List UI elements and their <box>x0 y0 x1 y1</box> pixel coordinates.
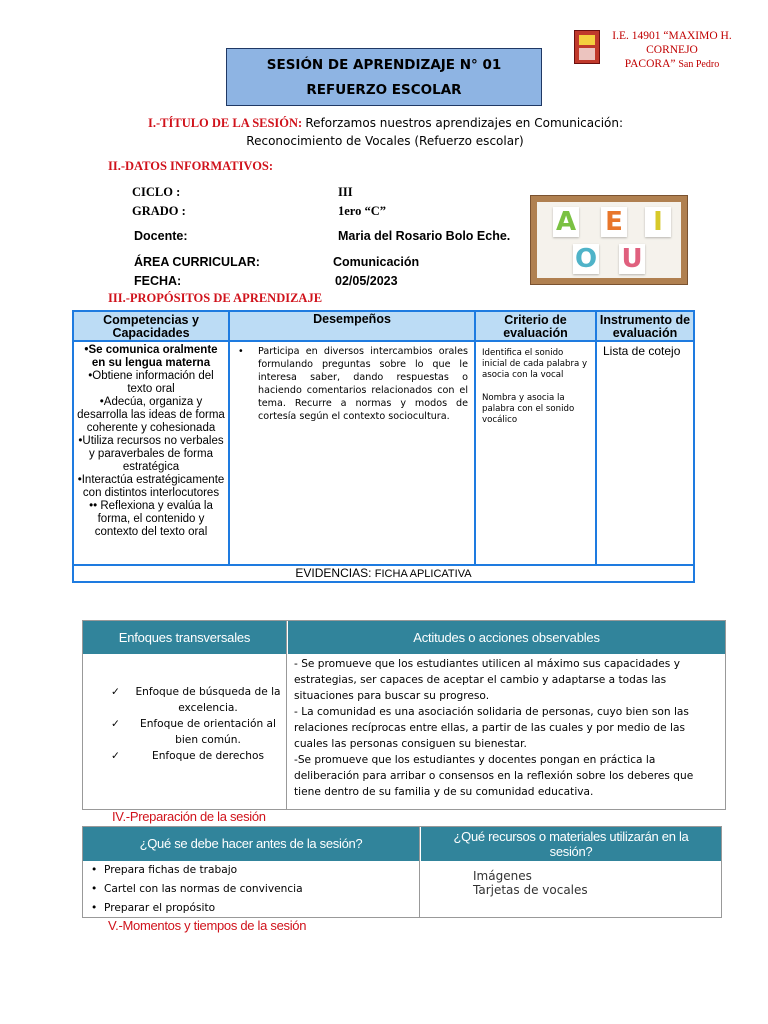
criterio-1: Identifica el sonido inicial de cada palabra y asocia con la vocal <box>482 348 588 380</box>
antes-text: Prepara fichas de trabajo <box>104 864 238 876</box>
school-name-line2: PACORA” <box>624 58 676 70</box>
vowel-card-u: U <box>619 244 645 274</box>
bullet-icon: • <box>91 883 98 895</box>
bullet-icon: • <box>91 864 98 876</box>
session-number-title: SESIÓN DE APRENDIZAJE N° 01 <box>266 57 502 73</box>
header-competencias: Competencias y Capacidades <box>74 312 230 342</box>
recursos-list <box>421 861 721 917</box>
evidencias-label: EVIDENCIAS: <box>295 566 372 580</box>
header-actitudes: Actitudes o acciones observables <box>288 621 725 654</box>
enfoques-list <box>83 654 287 809</box>
evidencias-value: FICHA APLICATIVA <box>374 568 472 580</box>
school-logo <box>574 30 600 64</box>
school-location: San Pedro <box>678 59 720 70</box>
instrumento-cell: Lista de cotejo <box>603 344 681 358</box>
area-value: Comunicación <box>333 255 420 269</box>
session-title-label: I.-TÍTULO DE LA SESIÓN: <box>148 116 303 130</box>
bullet-icon: • <box>91 902 98 914</box>
header-desempenos: Desempeños <box>230 312 476 342</box>
propositos-table <box>72 310 695 583</box>
capacidad-4: •Interactúa estratégicamente con distintos interlocutores <box>77 474 225 499</box>
grado-label: GRADO : <box>132 204 186 218</box>
criterio-2: Nombra y asocia la palabra con el sonido vocálico <box>482 393 575 425</box>
actitudes-cell <box>288 654 725 809</box>
session-title-row <box>148 114 668 133</box>
header-recursos: ¿Qué recursos o materiales utilizarán en la sesión? <box>421 827 721 861</box>
list-item <box>83 684 286 716</box>
propositos-heading: III.-PROPÓSITOS DE APRENDIZAJE <box>108 291 323 305</box>
competencia-main: •Se comunica oralmente en su lengua materna <box>84 344 218 369</box>
recurso-2: Tarjetas de vocales <box>473 883 588 897</box>
evidencias-row <box>74 564 693 581</box>
criterio-cell <box>476 342 597 564</box>
preparacion-table <box>82 826 722 918</box>
vowel-card-o: O <box>574 244 598 274</box>
capacidad-3: •Utiliza recursos no verbales y paraverbales de forma estratégica <box>78 435 224 473</box>
docente-label: Docente: <box>134 229 188 243</box>
actitud-1: - Se promueve que los estudiantes utilicen al máximo sus capacidades y estrategias, ser capaces de aceptar el cambio y adaptarse a todas las situaciones para buscar su progreso. <box>294 658 680 702</box>
actitud-3: -Se promueve que los estudiantes y docentes pongan en práctica la deliberación para arribar o consensos en la reflexión sobre los deberes que tiene dentro de su familia y de su comunidad educativa. <box>294 754 694 798</box>
area-label: ÁREA CURRICULAR: <box>134 255 260 269</box>
vowel-card-i: I <box>645 207 671 237</box>
momentos-heading: V.-Momentos y tiempos de la sesión <box>108 918 307 933</box>
recurso-1: Imágenes <box>473 869 532 883</box>
session-title-box <box>226 48 542 106</box>
fecha-value: 02/05/2023 <box>335 274 398 288</box>
preparacion-heading: IV.-Preparación de la sesión <box>112 809 266 824</box>
docente-value: Maria del Rosario Bolo Eche. <box>338 229 511 243</box>
desempeno-bullet: • <box>238 346 244 357</box>
enfoque-text: Enfoque de búsqueda de la excelencia. <box>135 686 281 714</box>
actitud-2: - La comunidad es una asociación solidaria de personas, cuyo bien son las relaciones recíprocas entre ellas, a partir de las cuales y por medio de las cuales las personas consiguen su bienestar. <box>294 706 689 750</box>
session-subtitle: REFUERZO ESCOLAR <box>306 82 462 98</box>
checkmark-icon: ✓ <box>111 718 120 730</box>
grado-value: 1ero “C” <box>338 204 387 218</box>
antes-text: Cartel con las normas de convivencia <box>104 883 303 895</box>
ciclo-label: CICLO : <box>132 185 181 199</box>
capacidad-5: •• Reflexiona y evalúa la forma, el contenido y contexto del texto oral <box>89 500 213 538</box>
enfoque-text: Enfoque de derechos <box>152 750 264 762</box>
list-item <box>83 748 286 764</box>
school-name <box>602 29 742 72</box>
capacidad-1: •Obtiene información del texto oral <box>88 370 214 395</box>
desempenos-cell <box>230 342 476 564</box>
school-name-line1: I.E. 14901 “MAXIMO H. CORNEJO <box>612 30 732 56</box>
vowel-card-a: A <box>553 207 579 237</box>
session-title-text-line2: Reconocimiento de Vocales (Refuerzo escolar) <box>246 134 524 148</box>
header-instrumento: Instrumento de evaluación <box>597 312 693 342</box>
header-antes: ¿Qué se debe hacer antes de la sesión? <box>83 827 420 861</box>
antes-list <box>83 861 420 917</box>
list-item <box>91 899 419 918</box>
vowel-card-e: E <box>601 207 627 237</box>
capacidad-2: •Adecúa, organiza y desarrolla las ideas de forma coherente y cohesionada <box>77 396 225 434</box>
fecha-label: FECHA: <box>134 274 182 288</box>
header-enfoques: Enfoques transversales <box>83 621 287 654</box>
header-criterio: Criterio de evaluación <box>476 312 597 342</box>
desempeno-text: Participa en diversos intercambios orales formulando preguntas sobre lo que le interesa saber, dando respuestas o haciendo comentarios relacionados con el tema. Recurre a normas y modos de cortesía según el contexto sociocultura. <box>258 346 468 422</box>
checkmark-icon: ✓ <box>111 750 120 762</box>
competencias-cell <box>74 342 230 564</box>
list-item <box>83 716 286 748</box>
checkmark-icon: ✓ <box>111 686 120 698</box>
antes-text: Preparar el propósito <box>104 902 216 914</box>
enfoque-text: Enfoque de orientación al bien común. <box>140 718 276 746</box>
ciclo-value: III <box>338 185 353 199</box>
list-item <box>91 861 419 880</box>
datos-heading: II.-DATOS INFORMATIVOS: <box>108 159 274 173</box>
session-title-text: Reforzamos nuestros aprendizajes en Comunicación: <box>305 116 624 130</box>
enfoques-table <box>82 620 726 810</box>
vowel-board-image <box>530 195 688 285</box>
list-item <box>91 880 419 899</box>
